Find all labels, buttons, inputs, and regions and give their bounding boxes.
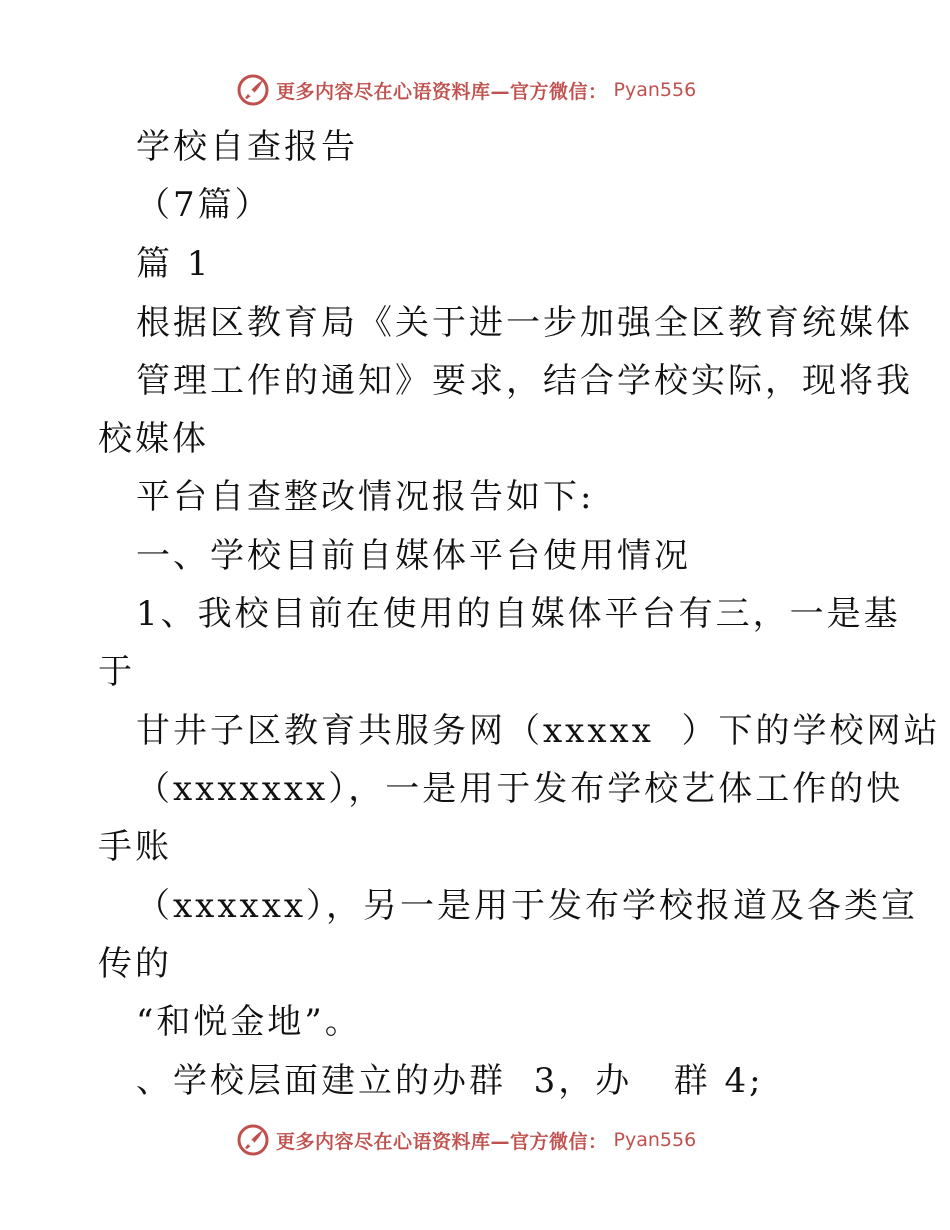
footer-watermark-banner (236, 1122, 696, 1158)
watermark-text: 更多内容尽在心语资料库—官方微信： (276, 1130, 608, 1153)
paragraph-line: 、学校层面建立的办群 3，办 群 4; (136, 1061, 764, 1101)
header-watermark-banner (236, 72, 696, 108)
document-title: 学校自查报告 (136, 127, 358, 167)
document-subtitle: （7篇） (136, 185, 272, 225)
paragraph-line: 平台自查整改情况报告如下: (136, 477, 595, 517)
feather-pen-logo-icon (236, 73, 270, 107)
paragraph-line: 管理工作的通知》要求，结合学校实际，现将我 (136, 361, 913, 401)
paragraph-line: 于 (98, 652, 135, 692)
feather-pen-logo-icon (236, 1123, 270, 1157)
paragraph-line: 1、我校目前在使用的自媒体平台有三，一是基 (136, 594, 901, 634)
paragraph-line: 根据区教育局《关于进一步加强全区教育统媒体 (136, 303, 913, 343)
watermark-wechat-id: Pyan556 (613, 1129, 697, 1151)
watermark-text: 更多内容尽在心语资料库—官方微信： (276, 80, 608, 103)
section-heading: 篇 1 (136, 244, 212, 284)
paragraph-line: 传的 (98, 944, 172, 984)
paragraph-line: 一、学校目前自媒体平台使用情况 (136, 536, 691, 576)
paragraph-line: 甘井子区教育共服务网（xxxxx ）下的学校网站 (136, 711, 941, 751)
paragraph-line: 手账 (98, 827, 172, 867)
paragraph-line: （xxxxxx），另一是用于发布学校报道及各类宣 (136, 886, 919, 926)
paragraph-line: （xxxxxxx），一是用于发布学校艺体工作的快 (136, 769, 904, 809)
paragraph-line: 校媒体 (98, 419, 209, 459)
paragraph-line: “和悦金地”。 (136, 1002, 362, 1042)
watermark-wechat-id: Pyan556 (613, 79, 697, 101)
